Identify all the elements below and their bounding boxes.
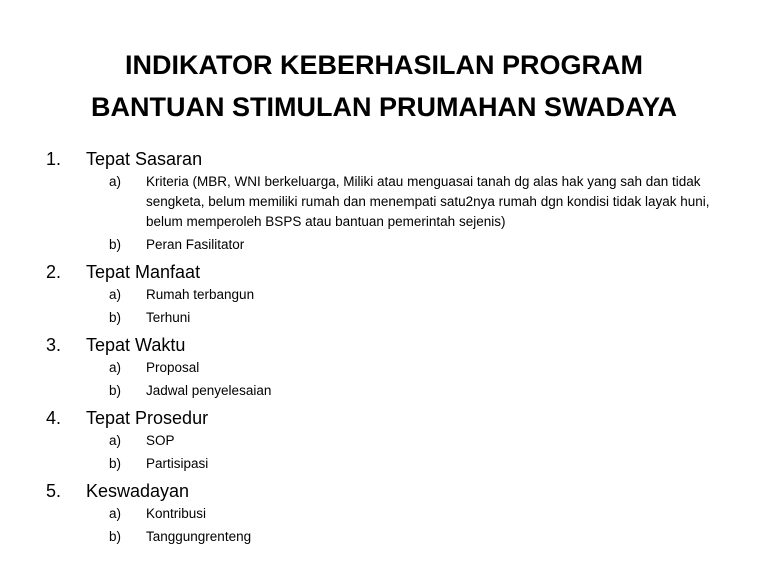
- indicator-label: Tepat Sasaran: [86, 149, 203, 169]
- indicator-label: Tepat Waktu: [86, 335, 186, 355]
- sub-list: [46, 285, 736, 328]
- sub-item-letter: a): [109, 287, 122, 302]
- sub-item-text: Peran Fasilitator: [146, 237, 245, 252]
- indicator-item: [46, 332, 736, 401]
- sub-list: [46, 172, 736, 255]
- sub-item-text: Partisipasi: [146, 456, 209, 471]
- sub-list: [46, 504, 736, 547]
- indicator-heading: [46, 332, 736, 358]
- sub-item-text: Proposal: [146, 360, 200, 375]
- sub-item: [46, 235, 736, 255]
- sub-item-letter: b): [109, 456, 122, 471]
- title-line: BANTUAN STIMULAN PRUMAHAN SWADAYA: [90, 92, 677, 122]
- indicator-item: [46, 259, 736, 328]
- indicator-number: 4.: [46, 408, 62, 428]
- sub-list: [46, 358, 736, 401]
- sub-item-letter: b): [109, 237, 122, 252]
- indicator-number: 5.: [46, 481, 62, 501]
- indicator-heading: [46, 259, 736, 285]
- indicator-heading: [46, 405, 736, 431]
- indicator-item: [46, 478, 736, 547]
- sub-item-text: SOP: [146, 433, 175, 448]
- indicator-number: 1.: [46, 149, 62, 169]
- indicator-label: Keswadayan: [86, 481, 190, 501]
- sub-item-letter: a): [109, 360, 122, 375]
- sub-item: [46, 308, 736, 328]
- sub-item: [46, 381, 736, 401]
- sub-item: [46, 504, 736, 524]
- sub-item-letter: b): [109, 310, 122, 325]
- sub-item-text: Kriteria (MBR, WNI berkeluarga, Miliki atau menguasai tanah dg alas hak yang sah dan tidak sengketa, belum memiliki rumah dan menempati satu2nya rumah dgn kondisi tidak layak huni, belum memperoleh BSPS atau bantuan pemerintah sejenis): [146, 174, 710, 229]
- sub-item-text: Tanggungrenteng: [146, 529, 252, 544]
- indicator-item: [46, 146, 736, 255]
- indicator-list: [46, 146, 736, 551]
- sub-item: [46, 285, 736, 305]
- sub-item-text: Kontribusi: [146, 506, 207, 521]
- sub-item: [46, 172, 736, 232]
- sub-item-letter: b): [109, 529, 122, 544]
- indicator-number: 2.: [46, 262, 62, 282]
- sub-item-text: Terhuni: [146, 310, 191, 325]
- sub-item-text: Jadwal penyelesaian: [146, 383, 272, 398]
- sub-item: [46, 431, 736, 451]
- indicator-label: Tepat Manfaat: [86, 262, 201, 282]
- indicator-label: Tepat Prosedur: [86, 408, 209, 428]
- indicator-heading: [46, 478, 736, 504]
- sub-item-letter: a): [109, 506, 122, 521]
- title-line: INDIKATOR KEBERHASILAN PROGRAM: [124, 50, 643, 80]
- sub-item-letter: b): [109, 383, 122, 398]
- sub-item: [46, 527, 736, 547]
- sub-item-letter: a): [109, 174, 122, 189]
- sub-item-letter: a): [109, 433, 122, 448]
- sub-item-text: Rumah terbangun: [146, 287, 255, 302]
- sub-item: [46, 454, 736, 474]
- indicator-item: [46, 405, 736, 474]
- sub-item: [46, 358, 736, 378]
- indicator-heading: [46, 146, 736, 172]
- slide-title: [0, 44, 768, 128]
- sub-list: [46, 431, 736, 474]
- indicator-number: 3.: [46, 335, 62, 355]
